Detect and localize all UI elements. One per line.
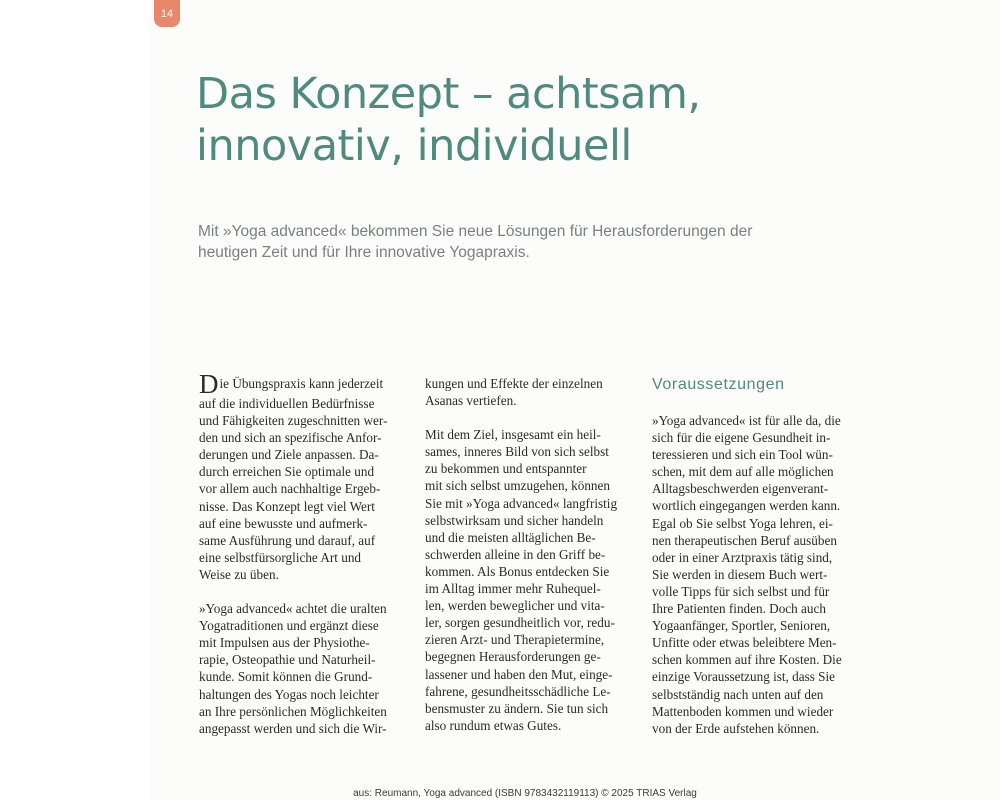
text-line: zieren Arzt- und Therapietermine, [425,632,605,648]
text-line: begegnen Herausforderungen ge- [425,649,601,665]
text-line: selbstwirksam und sicher handeln [425,512,604,528]
source-footer: aus: Reumann, Yoga advanced (ISBN 9783432119113) © 2025 TRIAS Verlag [353,788,697,799]
text-line: sich für die eigene Gesundheit in- [652,430,831,446]
text-line: schwerden alleine in den Griff be- [425,546,606,562]
text-line: Yogatraditionen und ergänzt diese [199,618,379,634]
page-title [196,68,796,172]
text-line: zu bekommen und entspannter [425,461,587,477]
text-line: Asanas vertiefen. [425,393,517,409]
text-column-1 [199,369,404,754]
paragraph-2 [425,426,630,734]
text-line: im Alltag immer mehr Ruhequel- [425,581,601,597]
text-line: durch erreichen Sie optimale und [199,464,375,480]
text-line: vor allem auch nachhaltige Ergeb- [199,481,381,497]
text-line: Unfitte oder etwas beleibtere Men- [652,635,837,651]
text-line: lassener und haben den Mut, einge- [425,666,613,682]
text-line: kungen und Effekte der einzelnen [425,376,603,391]
text-line: haltungen des Yogas noch leichter [199,686,379,702]
text-line: »Yoga advanced« achtet die uralten [199,601,387,617]
page-number: 14 [160,7,174,20]
text-line: kunde. Somit können die Grund- [199,669,373,685]
title-line-1: Das Konzept – achtsam, [196,69,701,119]
text-line: same Ausführung und darauf, auf [199,532,376,548]
text-column-2 [425,375,630,751]
text-line: schen, mit dem auf alle möglichen [652,464,834,480]
text-line: auf die individuellen Bedürfnisse [199,396,375,411]
paragraph-1 [652,412,857,737]
text-line: nisse. Das Konzept legt viel Wert [199,498,375,514]
text-line: schen kommen auf ihre Kosten. Die [652,652,842,668]
text-line: an Ihre persönlichen Möglichkeiten [199,703,387,719]
text-line: Alltagsbeschwerden eigenverant- [652,481,829,497]
text-line: rapie, Osteopathie und Naturheil- [199,652,376,668]
paragraph-1 [199,369,404,583]
text-line: »Yoga advanced« ist für alle da, die [652,413,841,428]
text-line: mit Impulsen aus der Physiothe- [199,635,370,651]
text-line: bensmuster zu ändern. Sie tun sich [425,700,609,716]
text-line: Sie werden in diesem Buch wert- [652,566,828,582]
intro-text [198,221,818,263]
text-line: den und sich an spezifische Anfor- [199,430,382,446]
section-heading: Voraussetzungen [652,376,785,393]
text-line: ler, sorgen gesundheitlich vor, redu- [425,615,615,631]
text-line: und die meisten alltäglichen Be- [425,529,596,545]
text-line: len, werden beweglicher und vita- [425,598,605,614]
page-number-tab [154,0,180,27]
drop-cap: D [199,369,219,399]
text-line: sames, inneres Bild von sich selbst [425,444,609,460]
paragraph-2 [199,600,404,737]
text-line: angepasst werden und sich die Wir- [199,720,387,736]
text-line: wortlich eingegangen werden kann. [652,498,841,514]
text-line: selbstständig nach unten auf den [652,686,824,702]
text-line: fahrene, gesundheitsschädliche Le- [425,683,611,699]
text-line: Sie mit »Yoga advanced« langfristig [425,495,618,511]
text-line: also rundum etwas Gutes. [425,717,562,733]
text-line: Yogaanfänger, Sportler, Senioren, [652,618,831,634]
text-column-3 [652,412,857,754]
text-line: von der Erde aufstehen können. [652,720,820,736]
intro-line-2: heutigen Zeit und für Ihre innovative Yogapraxis. [198,244,530,261]
text-line: teressieren und sich ein Tool wün- [652,447,833,463]
text-line: oder in einer Arztpraxis tätig sind, [652,549,833,565]
text-line: Ihre Patienten finden. Doch auch [652,601,826,617]
text-line: und Fähigkeiten zugeschnitten wer- [199,413,388,429]
text-line: Mit dem Ziel, insgesamt ein heil- [425,427,601,443]
title-line-2: innovativ, individuell [196,121,632,171]
intro-line-1: Mit »Yoga advanced« bekommen Sie neue Lösungen für Herausforderungen der [198,223,753,240]
text-line: ie Übungspraxis kann jederzeit [219,376,384,391]
text-line: eine selbstfürsorgliche Art und [199,549,362,565]
text-line: einzige Voraussetzung ist, dass Sie [652,669,836,685]
text-line: volle Tipps für sich selbst und für [652,583,830,599]
paragraph-1 [425,375,630,409]
text-line: kommen. Als Bonus entdecken Sie [425,563,610,579]
text-line: nen therapeutischen Beruf ausüben [652,532,837,548]
text-line: Egal ob Sie selbst Yoga lehren, ei- [652,515,833,531]
text-line: derungen und Ziele anpassen. Da- [199,447,379,463]
text-line: Mattenboden kommen und wieder [652,703,834,719]
text-line: Weise zu üben. [199,566,279,582]
text-line: auf eine bewusste und aufmerk- [199,515,368,531]
text-line: mit sich selbst umzugehen, können [425,478,610,494]
